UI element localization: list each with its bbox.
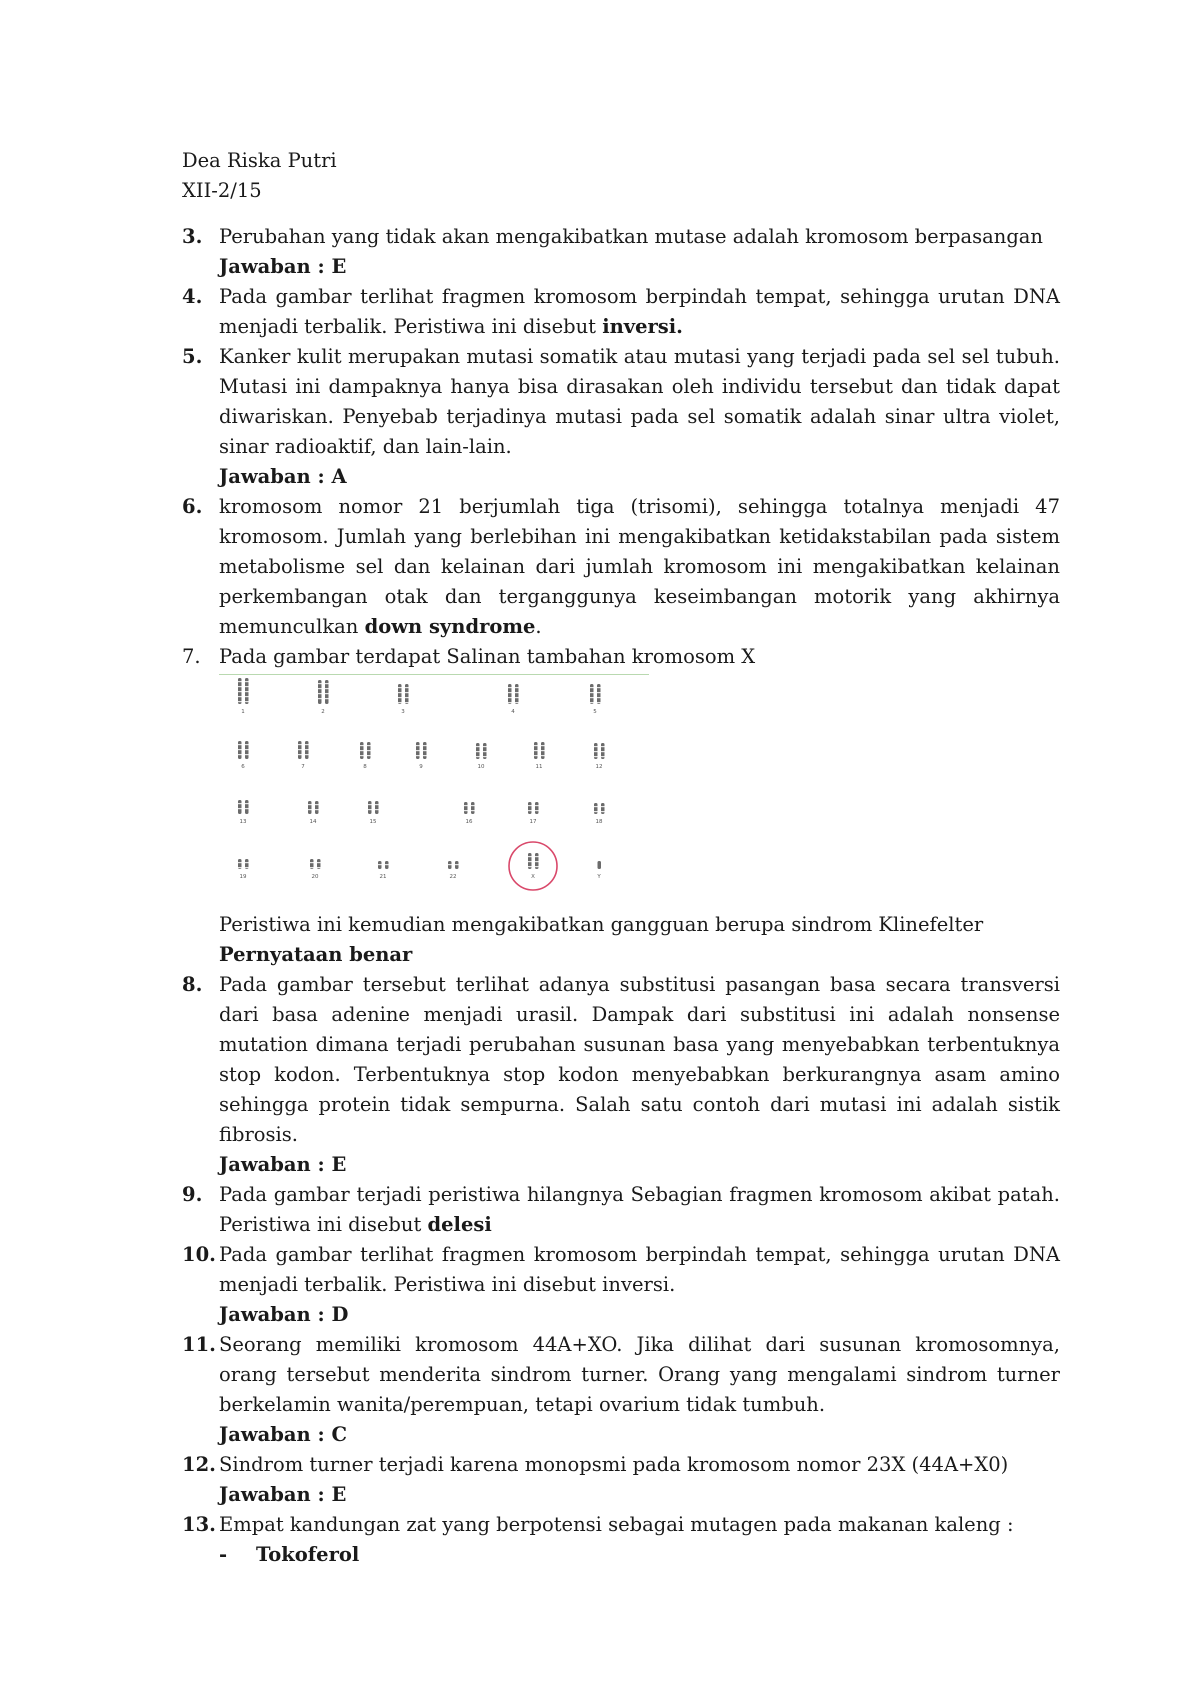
list-item-11 [182,1330,1060,1450]
answer-label: Jawaban : E [219,1483,347,1506]
chromosome-label: X [531,874,535,880]
answer-label: Jawaban : C [219,1423,348,1446]
list-item-3 [182,222,1060,282]
chromosome-pair [416,742,427,770]
item-text: Pada gambar terlihat fragmen kromosom berpindah tempat, sehingga urutan DNA menjadi terbalik. Peristiwa ini disebut [219,285,1060,338]
item-text: Pada gambar terjadi peristiwa hilangnya Sebagian fragmen kromosom akibat patah. Peristiwa ini disebut [219,1183,1060,1236]
chromosome-label: 3 [401,709,405,715]
chromosome-label: 13 [239,819,247,825]
item-text: Seorang memiliki kromosom 44A+XO. Jika dilihat dari susunan kromosomnya, orang tersebut menderita sindrom turner. Orang yang mengalami sindrom turner berkelamin wanita/perempuan, tetapi ovarium tidak tumbuh. [219,1333,1060,1416]
highlight-circle [509,842,557,890]
item-text: Kanker kulit merupakan mutasi somatik atau mutasi yang terjadi pada sel sel tubuh. Mutasi ini dampaknya hanya bisa dirasakan oleh individu tersebut dan tidak dapat diwariskan. Penyebab terjadinya mutasi pada sel somatik adalah sinar ultra violet, sinar radioaktif, dan lain-lain. [219,345,1060,458]
item-number: 7. [182,645,201,668]
list-item-13 [182,1510,1060,1570]
list-item-7 [182,642,1060,970]
list-item-8 [182,970,1060,1180]
chromosome-label: 9 [419,764,423,770]
item-number: 12. [182,1453,216,1476]
sub-list [219,1540,1060,1570]
chromosome-label: 4 [511,709,515,715]
class-id: XII-2/15 [182,179,262,202]
answer-label: Jawaban : D [219,1303,349,1326]
list-item-6 [182,492,1060,642]
chromosome-pair [238,800,249,825]
item-text: kromosom nomor 21 berjumlah tiga (trisomi), sehingga totalnya menjadi 47 kromosom. Jumlah yang berlebihan ini mengakibatkan ketidakstabilan pada sistem metabolisme sel dan kelainan dari jumlah kromosom ini mengakibatkan kelainan perkembangan otak dan terganggunya keseimbangan motorik yang akhirnya memunculkan [219,495,1060,638]
chromosome-pair [534,742,545,770]
chromosome-label: 2 [321,709,325,715]
answer-label: Jawaban : A [219,465,347,488]
item-text: Perubahan yang tidak akan mengakibatkan mutase adalah kromosom berpasangan [219,225,1043,248]
chromosome-label: 6 [241,764,245,770]
item-number: 13. [182,1513,216,1536]
chromosome-pair [310,859,321,880]
item-text: Pada gambar tersebut terlihat adanya substitusi pasangan basa secara transversi dari basa adenine menjadi urasil. Dampak dari substitusi ini adalah nonsense mutation dimana terjadi perubahan susunan basa yang menyebabkan terbentuknya stop kodon. Terbentuknya stop kodon menyebabkan berkurangnya asam amino sehingga protein tidak sempurna. Salah satu contoh dari mutasi ini adalah sistik fibrosis. [219,973,1060,1146]
chromosome-pair [238,741,249,770]
dash-bullet: - [219,1543,228,1566]
chromosome-pair [448,861,459,880]
item-number: 9. [182,1183,203,1206]
chromosome-label: 11 [535,764,543,770]
chromosome-label: 21 [379,874,387,880]
chromosome-pair [368,801,379,825]
karyotype-figure [219,674,651,902]
list-item-10 [182,1240,1060,1330]
item-number: 4. [182,285,203,308]
chromosome-label: 17 [529,819,537,825]
item-text-tail: . [535,615,542,638]
chromosome-pair [594,803,605,825]
chromosome-label: 20 [311,874,319,880]
item-number: 3. [182,225,203,248]
item-number: 10. [182,1243,216,1266]
answer-label: Pernyataan benar [219,943,413,966]
item-text: Empat kandungan zat yang berpotensi sebagai mutagen pada makanan kaleng : [219,1513,1014,1536]
list-item-12 [182,1450,1060,1510]
item-text: Pada gambar terdapat Salinan tambahan kromosom X [219,645,756,668]
chromosome-pair [238,678,249,715]
chromosome-pair [238,859,249,880]
chromosome-label: 18 [595,819,603,825]
sub-list-item [219,1540,1060,1570]
chromosome-y [596,861,601,880]
chromosome-pair [398,684,409,715]
chromosome-pair [508,684,519,715]
chromosome-pair [308,801,319,825]
answer-label: Jawaban : E [219,1153,347,1176]
list-item-5 [182,342,1060,492]
chromosome-label: 16 [465,819,473,825]
item-text: Pada gambar terlihat fragmen kromosom berpindah tempat, sehingga urutan DNA menjadi terbalik. Peristiwa ini disebut inversi. [219,1243,1060,1296]
term-bold: delesi [427,1213,492,1236]
chromosome-pair [360,742,371,770]
chromosome-pair [464,802,475,825]
item-text: Sindrom turner terjadi karena monopsmi pada kromosom nomor 23X (44A+X0) [219,1453,1009,1476]
chromosome-label: 1 [241,709,245,715]
chromosome-label: 8 [363,764,367,770]
sub-item-text: Tokoferol [256,1543,360,1566]
chromosome-pair [528,853,539,880]
item-text-after: Peristiwa ini kemudian mengakibatkan gangguan berupa sindrom Klinefelter [219,913,984,936]
chromosome-label: 12 [595,764,603,770]
author-name: Dea Riska Putri [182,149,337,172]
chromosome-label: Y [597,874,601,880]
document-body [182,146,1060,1570]
list-item-4 [182,282,1060,342]
chromosome-label: 7 [301,764,305,770]
chromosome-label: 22 [449,874,457,880]
chromosome-pair [594,743,605,770]
chromosome-pair [476,743,487,770]
item-number: 11. [182,1333,216,1356]
answer-list [182,222,1060,1570]
chromosome-pair [528,802,539,825]
item-number: 8. [182,973,203,996]
term-bold: inversi. [602,315,683,338]
item-number: 6. [182,495,203,518]
karyotype-image [219,674,651,902]
chromosome-label: 14 [309,819,317,825]
list-item-9 [182,1180,1060,1240]
chromosome-pair [378,861,389,880]
chromosome-label: 10 [477,764,485,770]
answer-label: Jawaban : E [219,255,347,278]
chromosome-pair [318,680,329,715]
term-bold: down syndrome [364,615,536,638]
item-number: 5. [182,345,203,368]
chromosome-pair [590,684,601,715]
chromosome-label: 19 [239,874,247,880]
chromosome-label: 5 [593,709,597,715]
chromosome-pair [298,741,309,770]
chromosome-label: 15 [369,819,377,825]
